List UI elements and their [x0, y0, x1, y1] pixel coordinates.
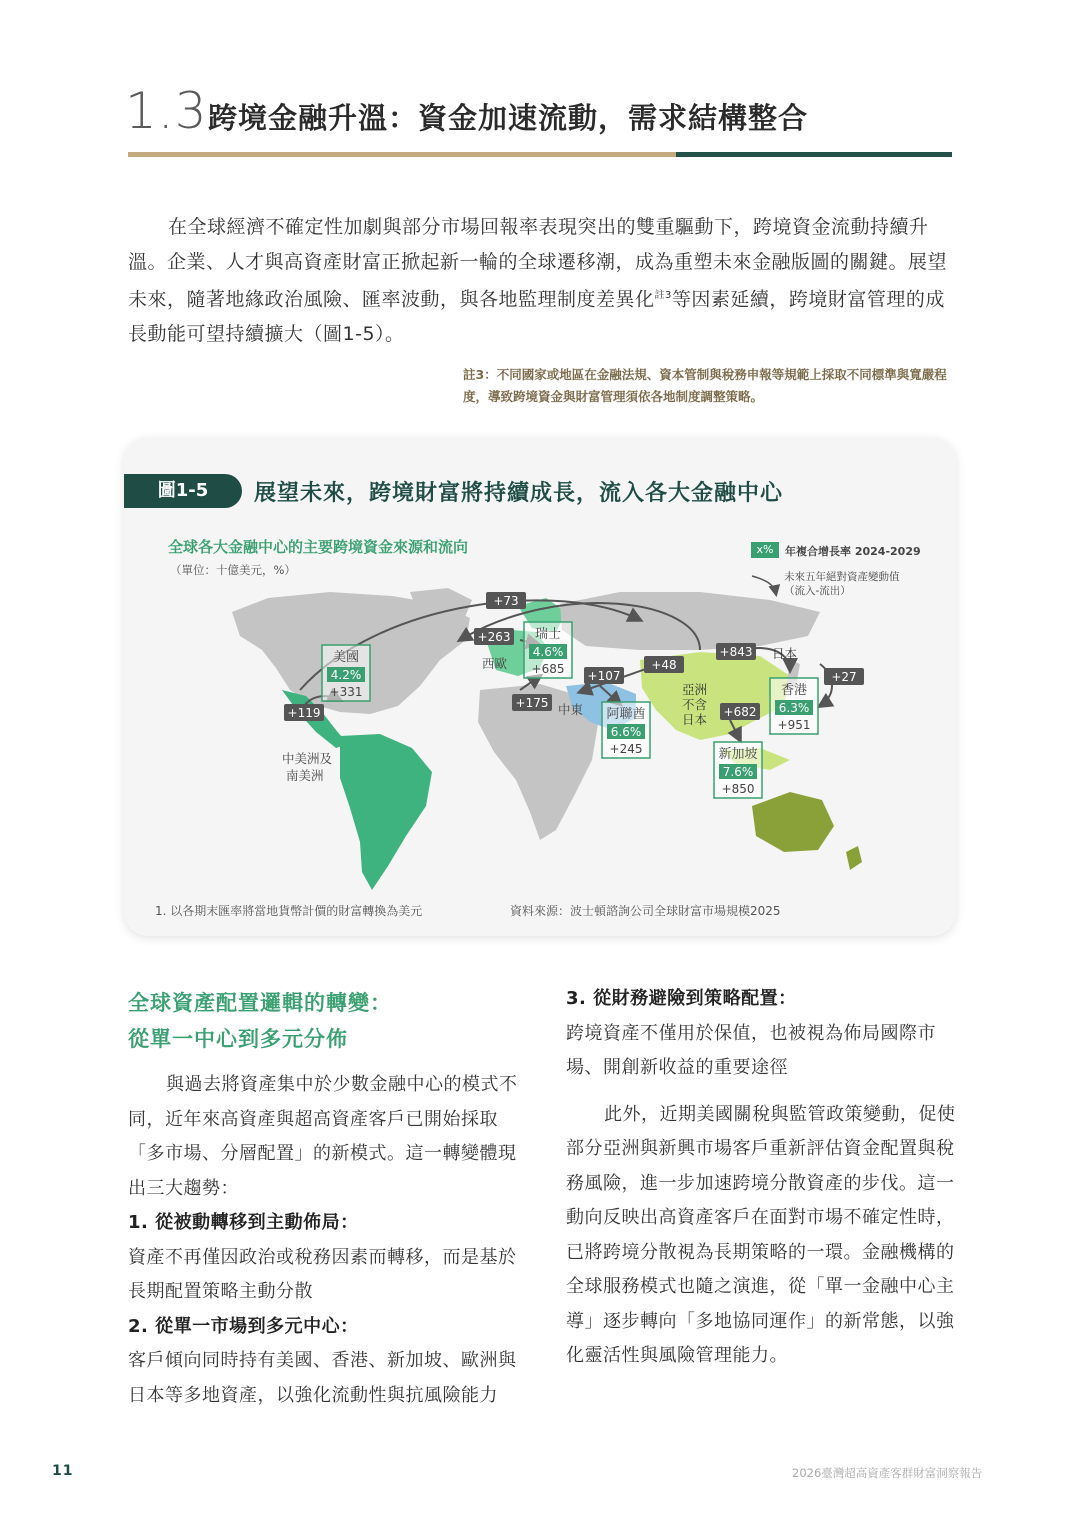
flow-label-text: +175: [515, 696, 549, 710]
trend-1-title: 1. 從被動轉移到主動佈局：: [128, 1212, 359, 1233]
section-title: 跨境金融升溫：資金加速流動，需求結構整合: [208, 101, 809, 135]
subheading: [128, 985, 392, 1057]
legend-growth-swatch: x%: [751, 542, 779, 558]
region-latam-2: 南美洲: [286, 768, 324, 783]
trend-3-body: 跨境資產不僅用於保值，也被視為佈局國際市場、開創新收益的重要途徑: [566, 1022, 936, 1078]
subheading-line1: 全球資產配置邏輯的轉變：: [128, 991, 392, 1015]
center-name: 新加坡: [718, 747, 758, 762]
land-australia: [752, 792, 834, 852]
region-japan: 日本: [772, 646, 798, 661]
flow-label: [720, 703, 760, 720]
center-growth: 4.6%: [532, 645, 564, 659]
region-middle-east: 中東: [558, 702, 584, 717]
report-title: 2026臺灣超高資產客群財富洞察報告: [792, 1466, 983, 1480]
flow-label-text: +48: [651, 658, 677, 672]
legend-growth-label: 年複合增長率 2024-2029: [785, 545, 921, 558]
center-growth: 4.2%: [330, 668, 362, 682]
region-latam-1: 中美洲及: [282, 751, 333, 766]
flow-label-text: +843: [719, 645, 753, 659]
land-russia: [560, 592, 820, 650]
region-asia-2: 不含: [682, 697, 708, 712]
center-box: [714, 742, 762, 798]
trend-2-body: 客戶傾向同時持有美國、香港、新加坡、歐洲與日本等多地資產，以強化流動性與抗風險能力: [128, 1350, 517, 1406]
map-title: 全球各大金融中心的主要跨境資金來源和流向: [168, 538, 469, 556]
figure-title: 展望未來，跨境財富將持續成長，流入各大金融中心: [254, 481, 784, 506]
trend-3-title: 3. 從財務避險到策略配置：: [566, 988, 797, 1009]
region-asia-3: 日本: [682, 712, 708, 727]
center-net: +850: [721, 782, 755, 796]
region-asia-1: 亞洲: [682, 682, 708, 697]
flow-label-text: +682: [723, 705, 757, 719]
center-growth: 6.3%: [778, 701, 810, 715]
flow-label-text: +107: [587, 669, 621, 683]
left-column: [128, 1068, 520, 1413]
legend-flow-line2: （流入-流出）: [784, 585, 851, 597]
center-box: [322, 645, 370, 701]
center-name: 阿聯酋: [606, 707, 646, 722]
land-new-zealand: [846, 846, 862, 870]
subheading-line2: 從單一中心到多元分佈: [128, 1027, 348, 1051]
footnote-ref[interactable]: 註3: [654, 290, 672, 301]
figure-note-1: 1. 以各期末匯率將當地貨幣計價的財富轉換為美元: [155, 904, 423, 918]
center-box: [770, 678, 818, 734]
flow-label: [486, 592, 526, 609]
footnote-3: 註3：不同國家或地區在金融法規、資本管制與稅務申報等規範上採取不同標準與寬嚴程度，導致跨境資金與財富管理須依各地制度調整策略。: [463, 367, 947, 404]
center-net: +685: [531, 662, 565, 676]
flow-label: [512, 694, 552, 711]
intro-text-a: 在全球經濟不確定性加劇與部分市場回報率表現突出的雙重驅動下，跨境資金流動持續升溫。企業、人才與高資產財富正掀起新一輪的全球遷移潮，成為重塑未來金融版圖的關鍵。展望未來，隨著地緣政治風險、匯率波動，與各地監理制度差異化: [128, 216, 948, 311]
trend-2-title: 2. 從單一市場到多元中心：: [128, 1315, 359, 1337]
intro-text-b: 等因素延續，跨境財富管理的成長動能可望持續擴大（圖1-5）。: [128, 288, 945, 345]
flow-label-text: +27: [831, 670, 857, 684]
flow-label: [644, 656, 684, 673]
trend-1-body: 資產不再僅因政治或稅務因素而轉移，而是基於長期配置策略主動分散: [128, 1246, 517, 1302]
flow-label: [474, 628, 514, 645]
flow-label: [284, 704, 324, 721]
center-name: 美國: [332, 650, 360, 665]
flow-label: [716, 643, 756, 660]
page-number: 11: [52, 1463, 74, 1479]
center-net: +951: [777, 718, 811, 732]
right-column: [566, 982, 958, 1374]
section-number: 1.3: [125, 82, 208, 140]
figure-source: 資料來源：波士頓諮詢公司全球財富市場規模2025: [510, 904, 781, 918]
region-west-europe: 西歐: [482, 656, 508, 671]
legend-flow-arrow: [752, 576, 776, 594]
center-box: [524, 622, 572, 678]
flow-label-text: +119: [287, 706, 321, 720]
right-paragraph: 此外，近期美國關稅與監管政策變動，促使部分亞洲與新興市場客戶重新評估資金配置與稅務風險，進一步加速跨境分散資產的步伐。這一動向反映出高資產客戶在面對市場不確定性時，已將跨境分散視為長期策略的一環。金融機構的全球服務模式也隨之演進，從「單一金融中心主導」逐步轉向「多地協同運作」的新常態，以強化靈活性與風險管理能力。: [566, 1103, 956, 1366]
center-net: +245: [609, 742, 643, 756]
map-unit: （單位：十億美元，%）: [170, 563, 296, 577]
flow-label-text: +263: [477, 630, 511, 644]
flow-label: [584, 667, 624, 684]
land-south-america: [340, 734, 432, 890]
center-growth: 6.6%: [610, 725, 642, 739]
legend-flow-line1: 未來五年絕對資產變動值: [784, 571, 900, 583]
center-box: [602, 702, 650, 758]
center-name: 瑞士: [534, 627, 562, 642]
figure-tag: 圖1-5: [124, 474, 242, 508]
flow-label-text: +73: [493, 594, 519, 608]
center-growth: 7.6%: [722, 765, 754, 779]
center-net: +331: [329, 685, 363, 699]
left-paragraph: 與過去將資產集中於少數金融中心的模式不同，近年來高資產與超高資產客戶已開始採取「多市場、分層配置」的新模式。這一轉變體現出三大趨勢：: [128, 1074, 518, 1199]
flow-label: [824, 668, 864, 685]
center-name: 香港: [780, 683, 808, 698]
